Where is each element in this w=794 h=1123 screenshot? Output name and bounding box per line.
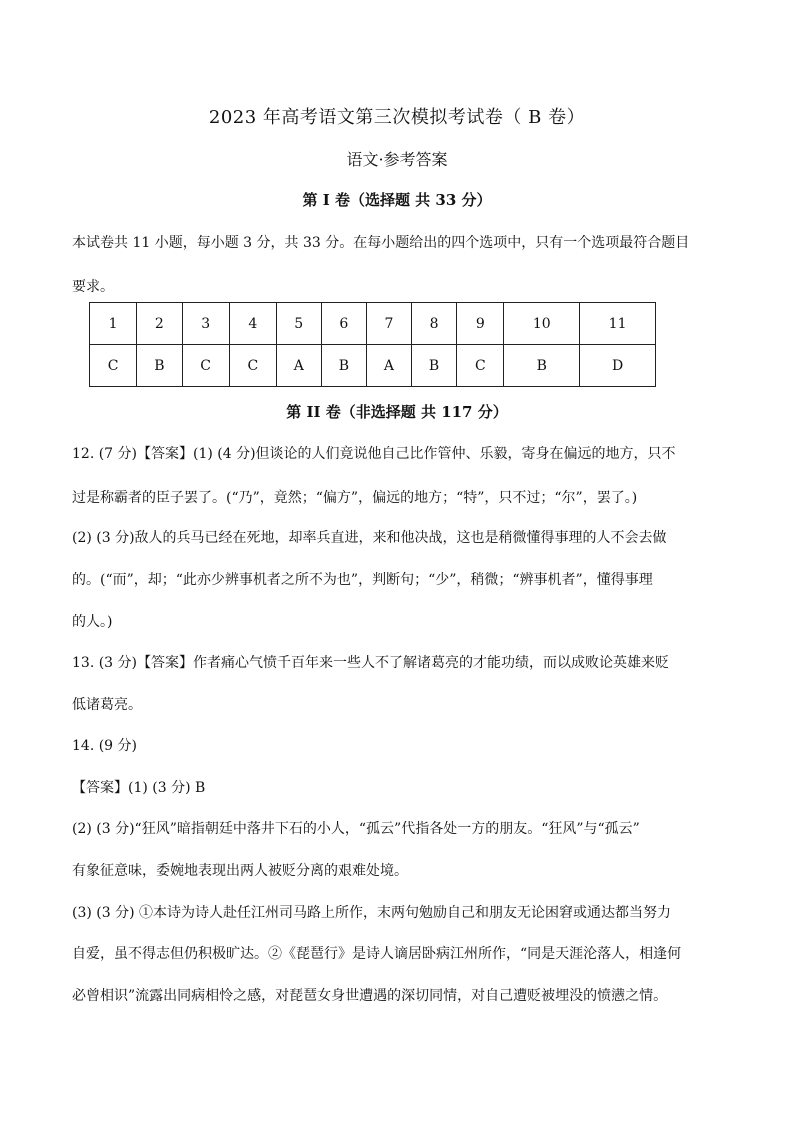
answer-cell: A <box>367 345 412 387</box>
answer-cell: C <box>182 345 229 387</box>
question-number-cell: 8 <box>411 303 456 345</box>
answer-text-line: 过是称霸者的臣子罢了。(“乃”，竟然；“偏方”，偏远的地方；“特”，只不过；“尔”，罢了。) <box>72 490 638 506</box>
answer-cell: A <box>276 345 321 387</box>
answer-text-line: 12. (7 分)【答案】(1) (4 分)但谈论的人们竟说他自己比作管仲、乐毅，寄身在偏远的地方，只不 <box>72 446 676 462</box>
answer-text-line: 【答案】(1) (3 分) B <box>72 780 206 796</box>
part1-instructions-line-1: 本试卷共 11 小题，每小题 3 分，共 33 分。在每小题给出的四个选项中，只有一个选项最符合题目 <box>72 235 690 251</box>
answer-row <box>90 345 656 387</box>
answer-cell: C <box>229 345 276 387</box>
answer-text-line: 的人。) <box>72 614 113 630</box>
question-number-cell: 6 <box>321 303 366 345</box>
answer-text-line: 14. (9 分) <box>72 738 137 754</box>
answer-text-line: (3) (3 分) ①本诗为诗人赴任江州司马路上所作，末两句勉励自己和朋友无论困窘或通达都当努力 <box>72 905 672 921</box>
answer-cell: C <box>457 345 504 387</box>
question-number-cell: 7 <box>367 303 412 345</box>
exam-title: 2023 年高考语文第三次模拟考试卷（ B 卷） <box>208 107 586 128</box>
question-number-cell: 11 <box>580 303 656 345</box>
answer-cell: B <box>137 345 182 387</box>
answer-text-line: 自爱，虽不得志但仍积极旷达。②《琵琶行》是诗人谪居卧病江州所作，“同是天涯沦落人，相逢何 <box>72 946 682 962</box>
question-number-cell: 5 <box>276 303 321 345</box>
answer-cell: B <box>321 345 366 387</box>
question-number-cell: 4 <box>229 303 276 345</box>
answer-cell: C <box>90 345 137 387</box>
answer-key-subtitle: 语文·参考答案 <box>346 150 448 169</box>
answer-text-line: 有象征意味，委婉地表现出两人被贬分离的艰难处境。 <box>72 863 408 879</box>
multiple-choice-answer-table <box>89 302 656 387</box>
answer-text-line: 必曾相识”流露出同病相怜之感，对琵琶女身世遭遇的深切同情，对自己遭贬被埋没的愤懑之情。 <box>72 988 668 1004</box>
answer-text-line: (2) (3 分)敌人的兵马已经在死地，却率兵直进，来和他决战，这也是稍微懂得事理的人不会去做 <box>72 530 667 546</box>
answer-cell: D <box>580 345 656 387</box>
question-number-cell: 1 <box>90 303 137 345</box>
question-number-row <box>90 303 656 345</box>
question-number-cell: 9 <box>457 303 504 345</box>
part2-heading: 第 II 卷（非选择题 共 117 分） <box>286 403 508 421</box>
answer-text-line: (2) (3 分)“狂风”暗指朝廷中落井下石的小人，“孤云”代指各处一方的朋友。“狂风”与“孤云” <box>72 821 640 837</box>
part1-heading: 第 I 卷（选择题 共 33 分） <box>302 191 492 209</box>
question-number-cell: 3 <box>182 303 229 345</box>
answer-cell: B <box>411 345 456 387</box>
answer-text-line: 的。(“而”，却；“此亦少辨事机者之所不为也”，判断句；“少”，稍微；“辨事机者”，懂得事理 <box>72 572 653 588</box>
answer-cell: B <box>504 345 580 387</box>
answer-text-line: 低诸葛亮。 <box>72 697 142 713</box>
answer-text-line: 13. (3 分)【答案】作者痛心气愤千百年来一些人不了解诸葛亮的才能功绩，而以成败论英雄来贬 <box>72 655 669 671</box>
part1-instructions-line-2: 要求。 <box>72 279 114 295</box>
question-number-cell: 10 <box>504 303 580 345</box>
question-number-cell: 2 <box>137 303 182 345</box>
